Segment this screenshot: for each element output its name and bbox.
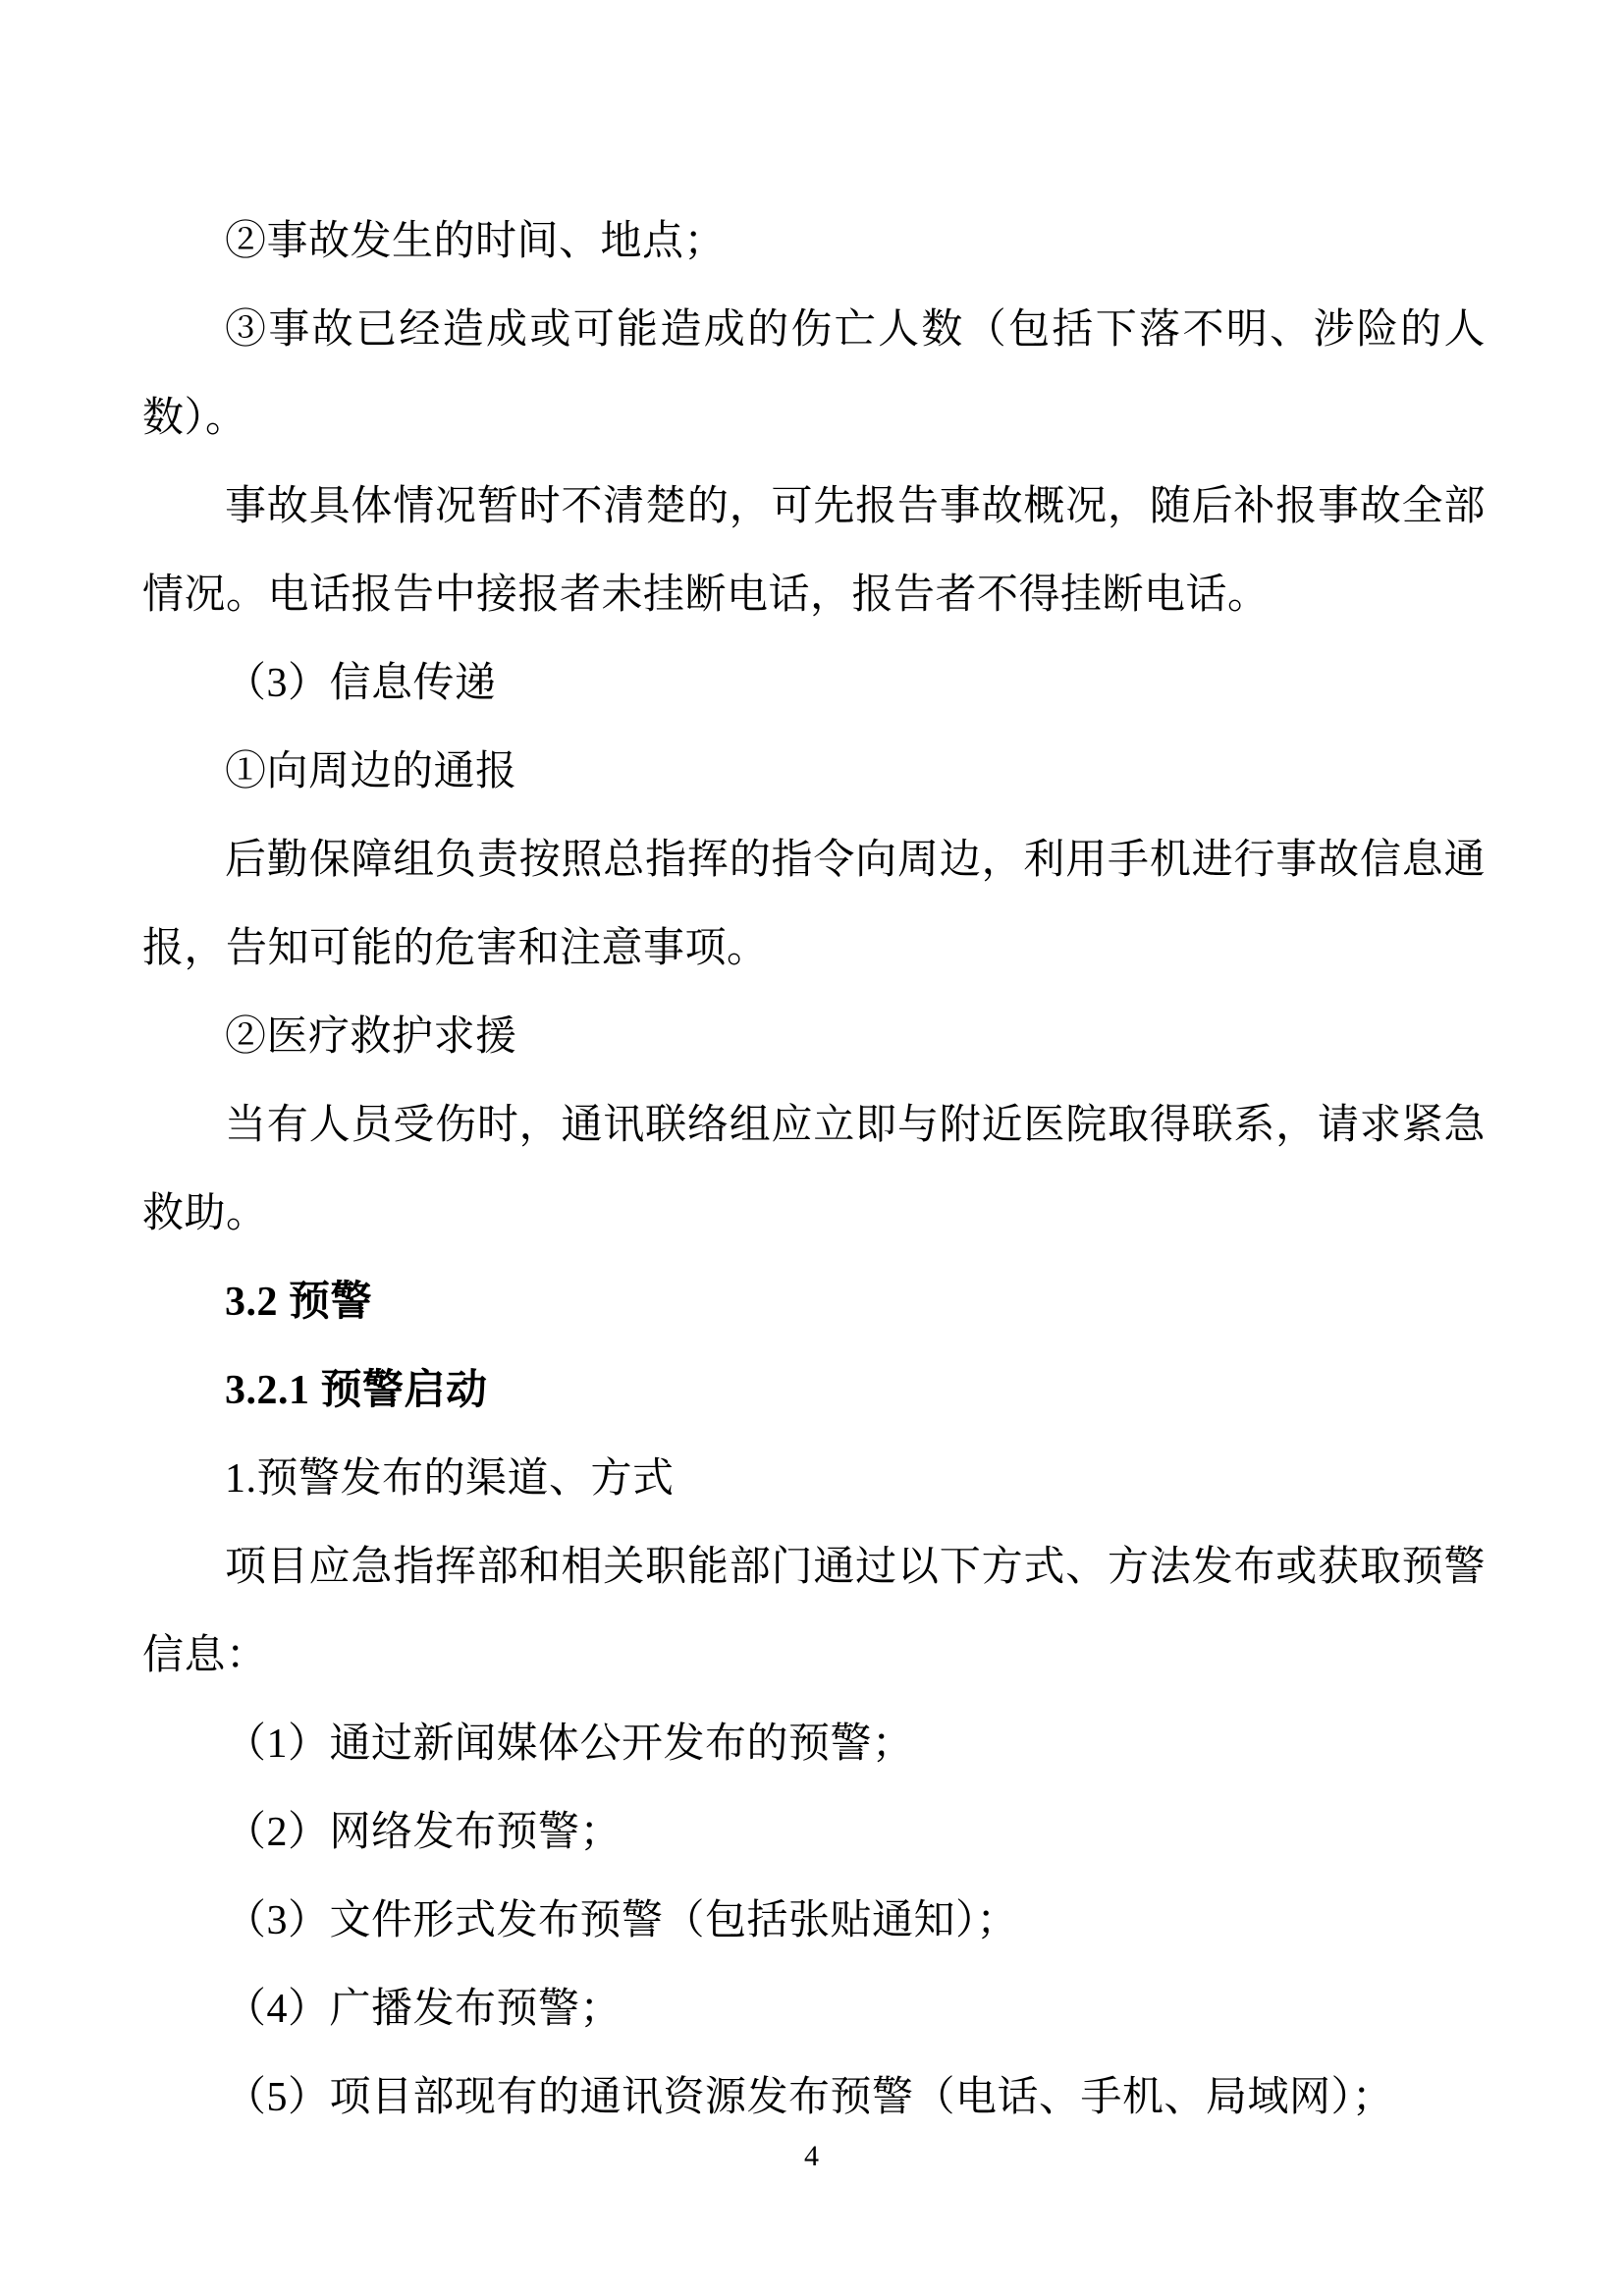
paragraph-accident-details: 事故具体情况暂时不清楚的，可先报告事故概况，随后补报事故全部情况。电话报告中接报者未挂断电话，报告者不得挂断电话。 bbox=[142, 484, 1486, 618]
paragraph-item-3: ③事故已经造成或可能造成的伤亡人数（包括下落不明、涉险的人数）。 bbox=[142, 307, 1486, 441]
page-number: 4 bbox=[804, 2140, 819, 2172]
document-body bbox=[142, 197, 1486, 2142]
paragraph-info-transfer-title: （3）信息传递 bbox=[225, 661, 497, 706]
list-item-1: （1）通过新闻媒体公开发布的预警； bbox=[225, 1722, 914, 1767]
list-item-5: （5）项目部现有的通讯资源发布预警（电话、手机、局域网）； bbox=[225, 2075, 1394, 2120]
heading-3-2: 3.2 预警 bbox=[225, 1280, 373, 1325]
list-item-3: （3）文件形式发布预警（包括张贴通知）； bbox=[225, 1898, 1019, 1943]
paragraph-warning-channels-title: 1.预警发布的渠道、方式 bbox=[225, 1456, 675, 1502]
list-item-4: （4）广播发布预警； bbox=[225, 1987, 622, 2032]
paragraph-medical-rescue-body: 当有人员受伤时，通讯联络组应立即与附近医院取得联系，请求紧急救助。 bbox=[142, 1103, 1486, 1236]
paragraph-item-2: ②事故发生的时间、地点； bbox=[225, 219, 727, 264]
paragraph-medical-rescue-title: ②医疗救护求援 bbox=[225, 1014, 517, 1060]
paragraph-notify-surroundings-body: 后勤保障组负责按照总指挥的指令向周边，利用手机进行事故信息通报，告知可能的危害和注意事项。 bbox=[142, 838, 1486, 971]
list-item-2: （2）网络发布预警； bbox=[225, 1810, 622, 1855]
paragraph-warning-channels-intro: 项目应急指挥部和相关职能部门通过以下方式、方法发布或获取预警信息： bbox=[142, 1545, 1486, 1678]
paragraph-notify-surroundings-title: ①向周边的通报 bbox=[225, 749, 517, 794]
heading-3-2-1: 3.2.1 预警启动 bbox=[225, 1368, 488, 1413]
